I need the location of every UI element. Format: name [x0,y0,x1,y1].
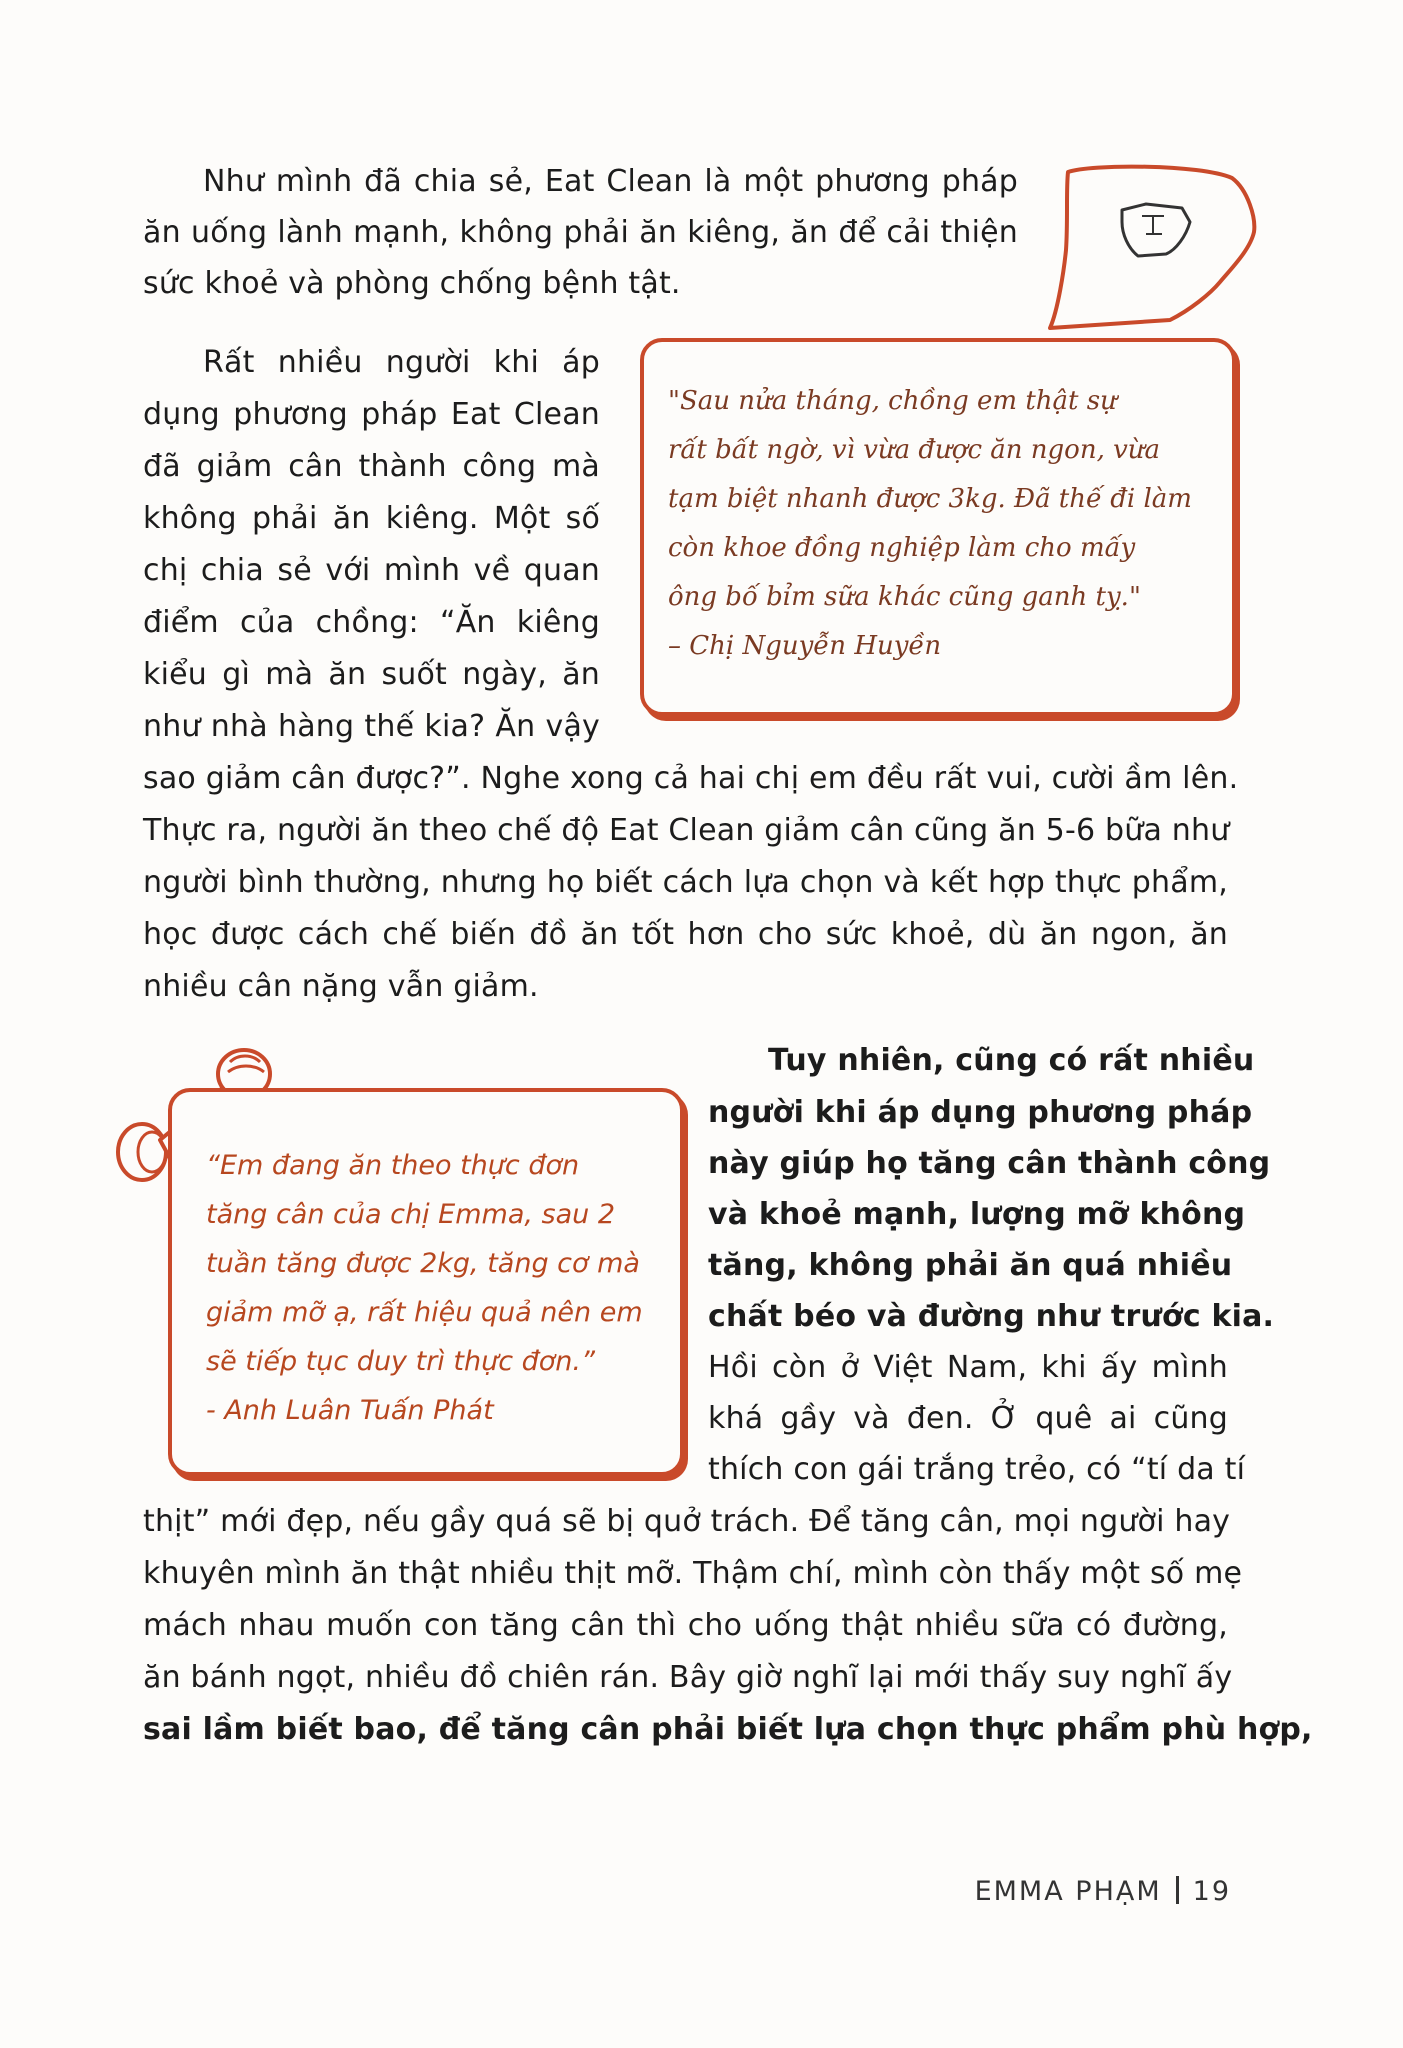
p1-line-3: sức khoẻ và phòng chống bệnh tật. [143,266,681,301]
quote-1-line-5: ông bố bỉm sữa khác cũng ganh tỵ." [668,582,1141,612]
p2-side-line-3: đã giảm cân thành công mà [143,449,600,484]
p2-side-line-1: Rất nhiều người khi áp [203,345,600,380]
p2-side-line-8: như nhà hàng thế kia? Ăn vậy [143,709,600,744]
quote-2-line-2: tăng cân của chị Emma, sau 2 [206,1199,616,1230]
p2-full-line-3: người bình thường, nhưng họ biết cách lựa chọn và kết hợp thực phẩm, [143,865,1228,900]
scale-icon [1050,160,1270,340]
p2-side-line-4: không phải ăn kiêng. Một số [143,501,600,536]
p3-full-line-1: thịt” mới đẹp, nếu gầy quá sẽ bị quở trách. Để tăng cân, mọi người hay [143,1504,1231,1539]
p3-side-line-7: Hồi còn ở Việt Nam, khi ấy mình [708,1350,1228,1385]
p3-side-line-5: tăng, không phải ăn quá nhiều [708,1248,1233,1283]
quote-2-line-3: tuần tăng được 2kg, tăng cơ mà [206,1248,640,1279]
p3-side-line-9: thích con gái trắng trẻo, có “tí da tí [708,1452,1246,1487]
quote-1-line-1: "Sau nửa tháng, chồng em thật sự [668,386,1117,416]
p2-full-line-1: sao giảm cân được?”. Nghe xong cả hai chị em đều rất vui, cười ầm lên. [143,761,1239,796]
p2-side-line-6: điểm của chồng: “Ăn kiêng [143,605,600,640]
p3-side-line-2: người khi áp dụng phương pháp [708,1095,1253,1130]
footer-separator [1176,1876,1179,1904]
p3-side-line-3: này giúp họ tăng cân thành công [708,1146,1271,1181]
page-number: 19 [1192,1876,1231,1907]
quote-1-line-2: rất bất ngờ, vì vừa được ăn ngon, vừa [668,435,1161,465]
p3-full-line-4: ăn bánh ngọt, nhiều đồ chiên rán. Bây giờ nghĩ lại mới thấy suy nghĩ ấy [143,1660,1233,1695]
p2-full-line-4: học được cách chế biến đồ ăn tốt hơn cho sức khoẻ, dù ăn ngon, ăn [143,917,1228,952]
p3-side-line-4: và khoẻ mạnh, lượng mỡ không [708,1197,1246,1232]
footer-author: EMMA PHẠM [974,1876,1162,1907]
p2-side-line-2: dụng phương pháp Eat Clean [143,397,600,432]
p3-full-line-2: khuyên mình ăn thật nhiều thịt mỡ. Thậm chí, mình còn thấy một số mẹ [143,1556,1243,1591]
p1-line-1: Như mình đã chia sẻ, Eat Clean là một phương pháp [203,164,1018,199]
p3-full-line-3: mách nhau muốn con tăng cân thì cho uống thật nhiều sữa có đường, [143,1608,1228,1643]
quote-box-weight-gain [168,1088,684,1476]
quote-2-author: - Anh Luân Tuấn Phát [206,1395,494,1426]
p2-full-line-5: nhiều cân nặng vẫn giảm. [143,969,539,1004]
p3-full-line-5: sai lầm biết bao, để tăng cân phải biết lựa chọn thực phẩm phù hợp, [143,1712,1313,1747]
page-footer [975,1876,1231,1907]
quote-1-line-4: còn khoe đồng nghiệp làm cho mấy [668,533,1136,563]
quote-1-line-3: tạm biệt nhanh được 3kg. Đã thế đi làm [668,484,1192,514]
quote-1-author: – Chị Nguyễn Huyền [668,631,942,661]
p2-full-line-2: Thực ra, người ăn theo chế độ Eat Clean giảm cân cũng ăn 5-6 bữa như [143,813,1230,848]
quote-box-weight-loss [640,338,1236,716]
quote-2-line-4: giảm mỡ ạ, rất hiệu quả nên em [206,1297,643,1328]
quote-2-line-5: sẽ tiếp tục duy trì thực đơn.” [206,1346,595,1377]
p3-side-line-6: chất béo và đường như trước kia. [708,1299,1275,1334]
p3-side-line-1: Tuy nhiên, cũng có rất nhiều [768,1043,1255,1078]
p2-side-line-5: chị chia sẻ với mình về quan [143,553,600,588]
p3-side-line-8: khá gầy và đen. Ở quê ai cũng [708,1401,1228,1436]
p2-side-line-7: kiểu gì mà ăn suốt ngày, ăn [143,657,600,692]
quote-2-line-1: “Em đang ăn theo thực đơn [206,1150,580,1181]
p1-line-2: ăn uống lành mạnh, không phải ăn kiêng, ăn để cải thiện [143,215,1018,250]
